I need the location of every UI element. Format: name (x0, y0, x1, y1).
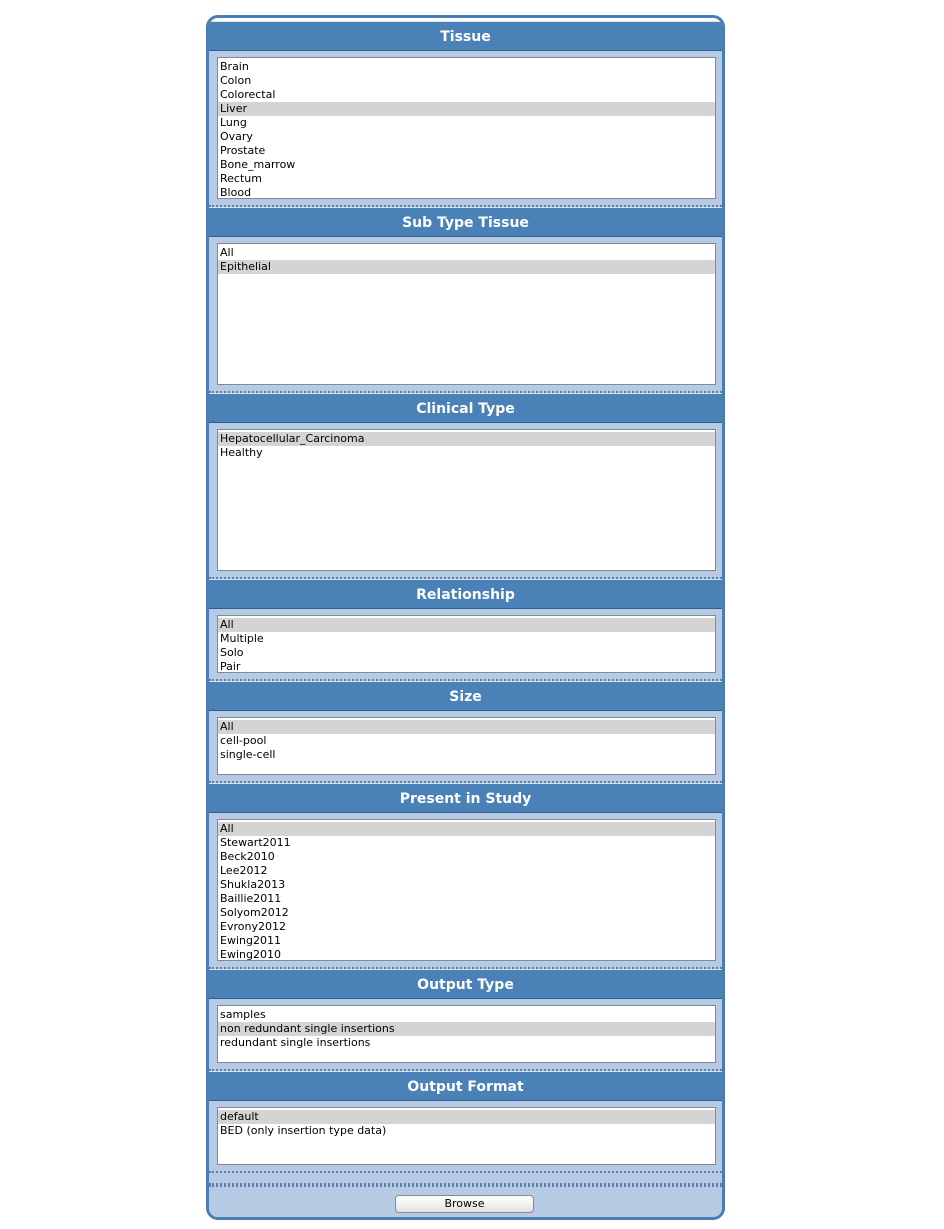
size-listbox[interactable] (217, 717, 716, 775)
tissue-listbox[interactable] (217, 57, 716, 199)
list-option-selected[interactable]: Epithelial (218, 260, 715, 274)
list-option[interactable]: Ovary (220, 130, 253, 143)
list-option-selected[interactable]: All (218, 618, 715, 632)
list-option[interactable]: redundant single insertions (220, 1036, 371, 1049)
section-present-in-study (209, 783, 722, 969)
list-option[interactable]: Rectum (220, 172, 262, 185)
section-header-output-type: Output Type (209, 969, 722, 999)
list-option[interactable]: single-cell (220, 748, 276, 761)
section-subtype (209, 207, 722, 393)
list-option[interactable]: Pair (220, 660, 241, 673)
query-form-panel (206, 15, 725, 1220)
section-tissue (209, 21, 722, 207)
list-option[interactable]: cell-pool (220, 734, 267, 747)
list-option[interactable]: Stewart2011 (220, 836, 291, 849)
list-option[interactable]: samples (220, 1008, 266, 1021)
list-option[interactable]: Healthy (220, 446, 263, 459)
list-option[interactable]: Beck2010 (220, 850, 275, 863)
list-option-selected[interactable]: Hepatocellular_Carcinoma (218, 432, 715, 446)
list-option-selected[interactable]: non redundant single insertions (218, 1022, 715, 1036)
browse-button[interactable]: Browse (395, 1195, 534, 1213)
list-option[interactable]: Ewing2011 (220, 934, 281, 947)
section-size (209, 681, 722, 783)
spacer-strip (209, 1173, 722, 1185)
list-option[interactable]: Shukla2013 (220, 878, 286, 891)
section-header-subtype: Sub Type Tissue (209, 207, 722, 237)
section-output-type (209, 969, 722, 1071)
list-option[interactable]: Blood (220, 186, 252, 199)
list-option[interactable]: Ewing2010 (220, 948, 281, 961)
clinical-type-listbox[interactable] (217, 429, 716, 571)
section-header-output-format: Output Format (209, 1071, 722, 1101)
form-footer (209, 1185, 722, 1220)
section-header-clinical-type: Clinical Type (209, 393, 722, 423)
list-option[interactable]: All (220, 246, 234, 259)
list-option[interactable]: Brain (220, 60, 249, 73)
list-option[interactable]: Lee2012 (220, 864, 268, 877)
list-option[interactable]: Solyom2012 (220, 906, 289, 919)
list-option[interactable]: Solo (220, 646, 244, 659)
list-option[interactable]: Evrony2012 (220, 920, 286, 933)
list-option-selected[interactable]: Liver (218, 102, 715, 116)
section-clinical-type (209, 393, 722, 579)
section-header-present-in-study: Present in Study (209, 783, 722, 813)
list-option[interactable]: Lung (220, 116, 247, 129)
subtype-listbox[interactable] (217, 243, 716, 385)
section-header-tissue: Tissue (209, 21, 722, 51)
list-option-selected[interactable]: All (218, 822, 715, 836)
list-option[interactable]: BED (only insertion type data) (220, 1124, 387, 1137)
section-relationship (209, 579, 722, 681)
section-header-size: Size (209, 681, 722, 711)
list-option[interactable]: Bone_marrow (220, 158, 296, 171)
list-option[interactable]: Colorectal (220, 88, 276, 101)
section-header-relationship: Relationship (209, 579, 722, 609)
list-option-selected[interactable]: default (218, 1110, 715, 1124)
list-option-selected[interactable]: All (218, 720, 715, 734)
study-listbox[interactable] (217, 819, 716, 961)
output-format-listbox[interactable] (217, 1107, 716, 1165)
output-type-listbox[interactable] (217, 1005, 716, 1063)
relationship-listbox[interactable] (217, 615, 716, 673)
list-option[interactable]: Colon (220, 74, 252, 87)
list-option[interactable]: Prostate (220, 144, 266, 157)
list-option[interactable]: Baillie2011 (220, 892, 282, 905)
section-output-format (209, 1071, 722, 1173)
list-option[interactable]: Multiple (220, 632, 264, 645)
